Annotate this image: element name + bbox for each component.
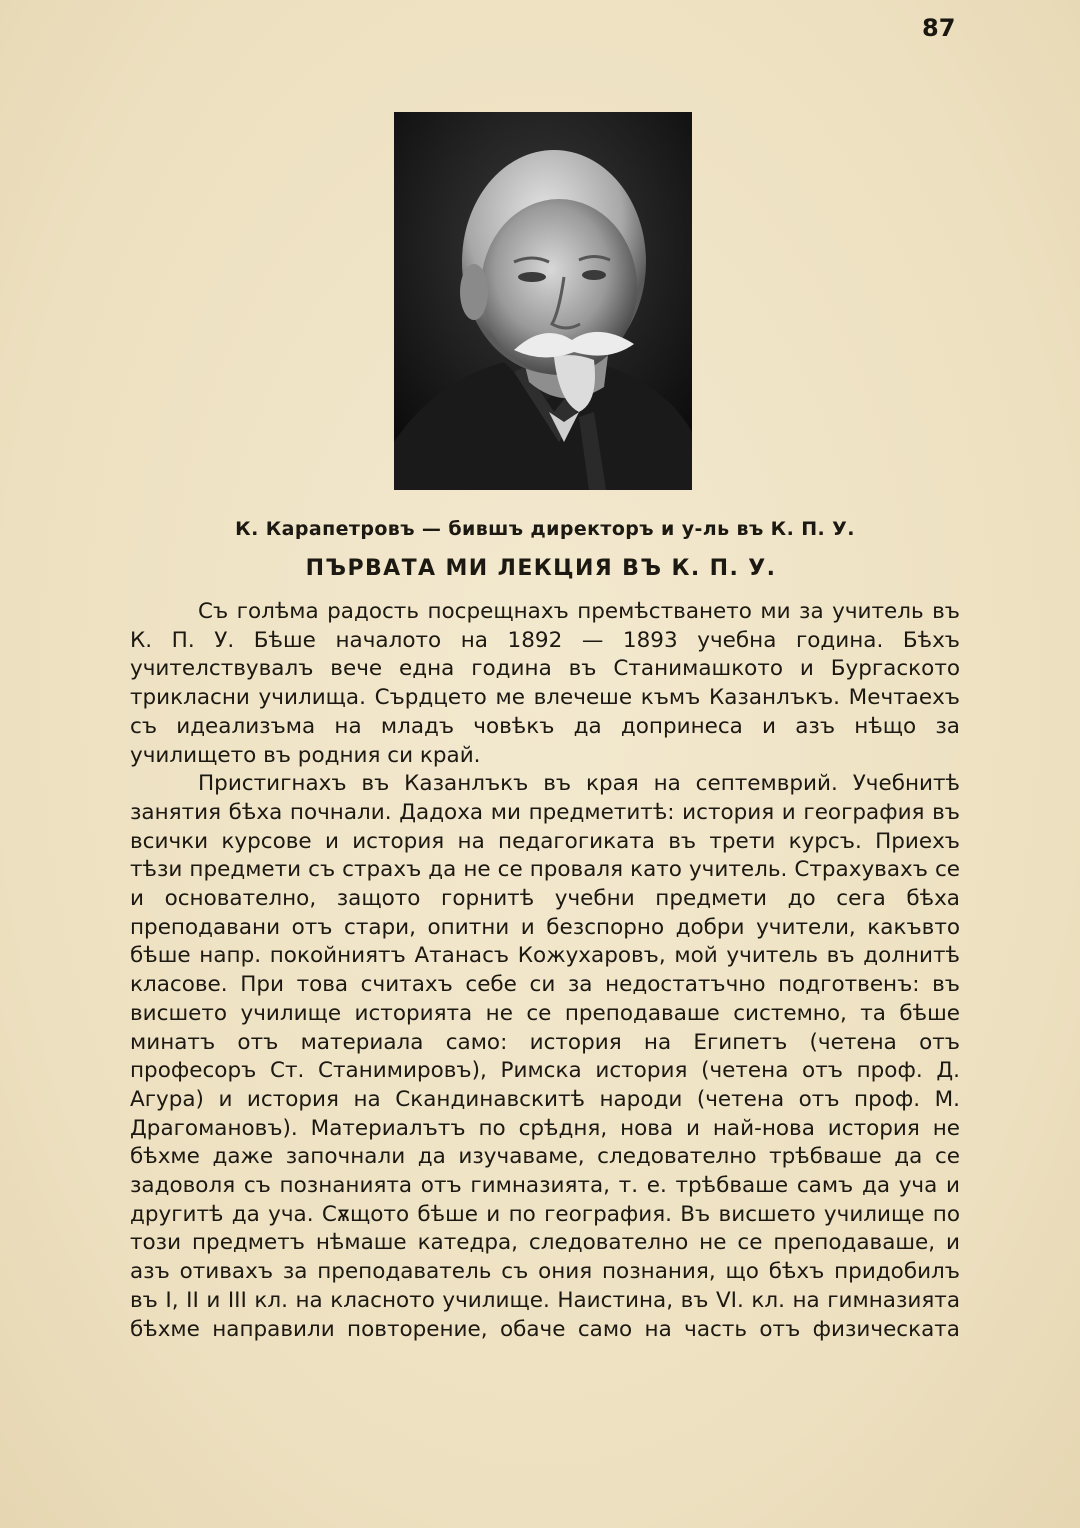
portrait-illustration (394, 112, 692, 490)
portrait-photo (394, 112, 692, 490)
article-title: ПЪРВАТА МИ ЛЕКЦИЯ ВЪ К. П. У. (305, 556, 777, 581)
paragraph: Пристигнахъ въ Казанлъкъ въ края на септемврий. Учебнитѣ занятия бѣха почнали. Дадоха ми предметитѣ: история и география въ всички курсове и история на педагогиката въ трети курсъ. Приехъ тѣзи предмети съ страхъ да не се проваля като учитель. Страхувахъ се и основателно, защото горнитѣ учебни предмети до сега бѣха преподавани отъ стари, опитни и безспорно добри учители, какъвто бѣше напр. покойниятъ Атанасъ Кожухаровъ, мой учитель въ долнитѣ класове. При това считахъ себе си за недостатъчно подготвенъ: въ висшето училище историята не се преподаваше системно, та бѣше минатъ отъ материала само: история на Египетъ (четена отъ професоръ Ст. Станимировъ), Римска история (четена отъ проф. Д. Агура) и история на Скандинавскитѣ народи (четена отъ проф. М. Драгомановъ). Материалътъ по срѣдня, нова и най-нова история не бѣхме даже започнали да изучаваме, следователно трѣбваше да се задоволя съ познанията отъ гимназията, т. е. трѣбваше самъ да уча и другитѣ да уча. Сѫщото бѣше и по география. Въ висшето училище по този предметъ нѣмаше катедра, следователно не се преподаваше, и азъ отивахъ за преподаватель съ ония познания, що бѣхъ придобилъ въ I, II и III кл. на класното училище. Наистина, въ VI. кл. на гимназията бѣхме направили повторение, обаче само на часть отъ физическата (130, 771, 960, 1342)
page-number: 87 (922, 14, 956, 42)
photo-caption: К. Карапетровъ — бившъ директоръ и у-ль въ К. П. У. (235, 518, 855, 540)
article-body (130, 598, 960, 1344)
paragraph: Съ голѣма радость посрещнахъ премѣстването ми за учитель въ К. П. У. Бѣше началото на 1892 — 1893 учебна година. Бѣхъ учителствувалъ вече една година въ Станимашкото и Бургаското трикласни училища. Сърдцето ме влечеше къмъ Казанлъкъ. Мечтаехъ съ идеализъма на младъ човѣкъ да допринеса и азъ нѣщо за училището въ родния си край. (130, 599, 960, 768)
